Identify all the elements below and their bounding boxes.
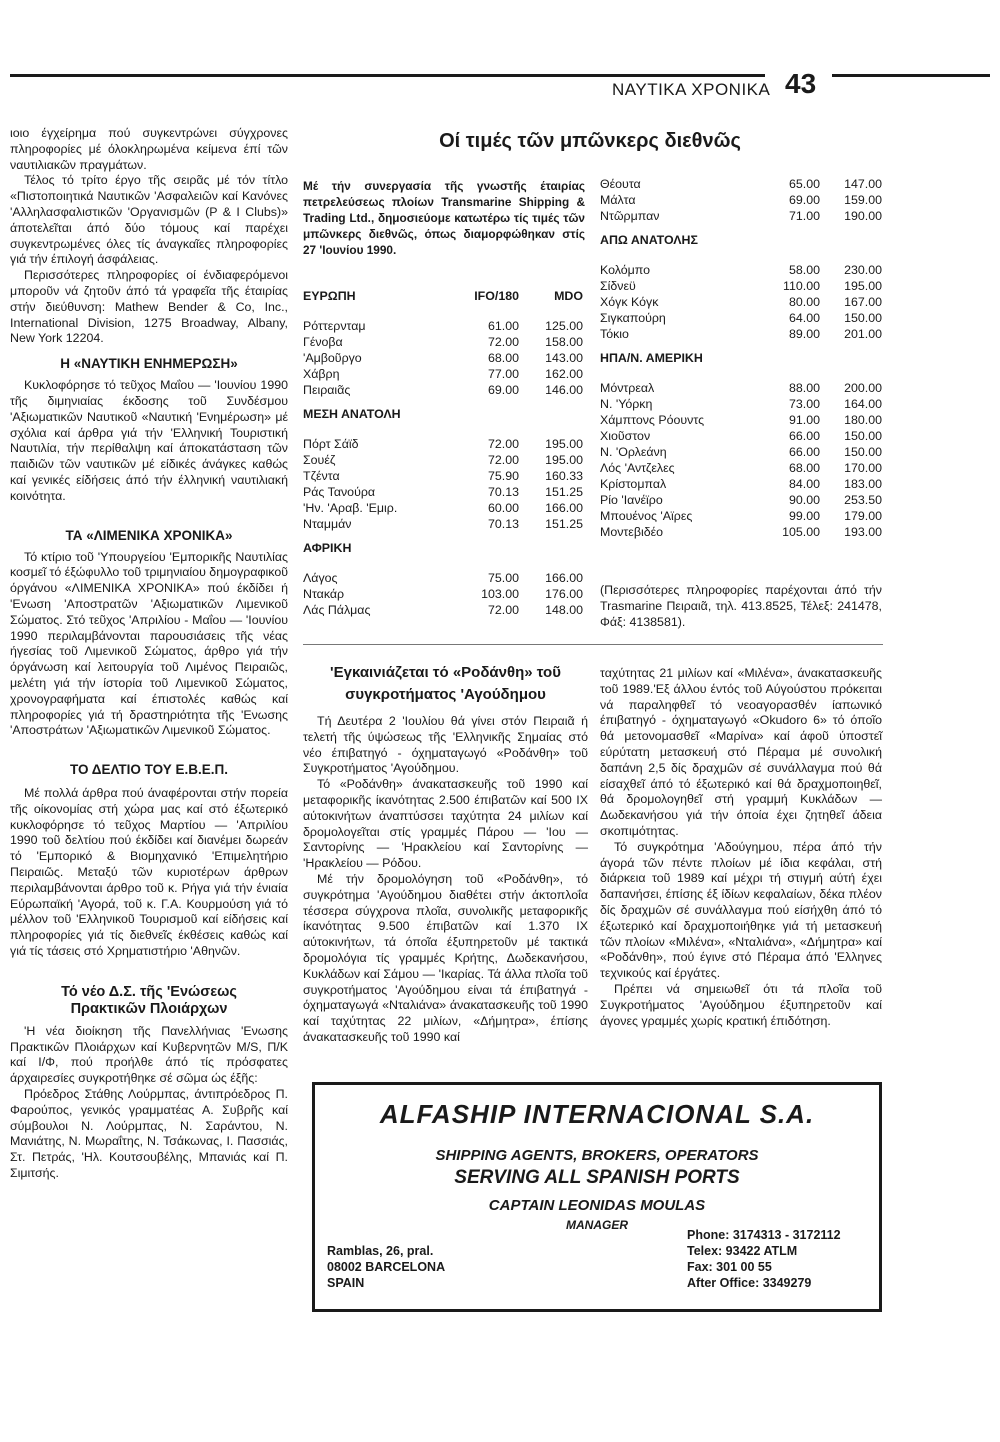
section-text: Μέ πολλά άρθρα πού άναφέρονται στήν πορεία τῆς οίκονομίας στή χώρα μας καί στό έξωτερικό κυκλοφόρησε τό τεῦχος Μαρτίου — 'Απριλίου 1990 τοῦ δελτίου πού έκδίδει καί διανέμει δωρεάν τό 'Εμπορικό & Βιομηχανικό 'Επιμελητήριο Πειραιῶς. Μεταξύ τῶν κυριοτέρων άρθρων περιλαμβάνονται άρθρο τοῦ κ. Ρήγα γιά τήν ένιαία Εύρωπαϊκή 'Αγορά, τοῦ κ. Γ.Α. Κουρμούση γιά τό μέλλον τοῦ 'Ελληνικοῦ Τουρισμοῦ καί είδήσεις καί πληροφορίες γιά τίς διεθνεῖς έκθέσεις καθώς καί γιά τίς τάσεις στό Χρηματιστήριο 'Αθηνῶν. xyxy=(10,786,288,959)
ifo-price: 99.00 xyxy=(788,509,820,523)
port-name: Πειραιᾶς xyxy=(303,383,351,397)
table-row xyxy=(600,310,882,326)
ifo-price: 72.00 xyxy=(487,335,519,349)
ifo-price: 58.00 xyxy=(788,263,820,277)
mdo-price: 201.00 xyxy=(844,327,882,341)
mdo-price: 167.00 xyxy=(844,295,882,309)
article-text: Τό συγκρότημα 'Αδούγημου, πέρα άπό τήν άγορά τῶν πέντε πλοίων μέ ίδια κεφάλαι, στή διάρκεια τοῦ 1989 καί μέχρι τή στιγμή αύτή έχει δαπανήσει, έπίσης έξ ίδίων κεφαλαίων, δέκα πλέον δίς δραχμῶν σέ συνάλλαγμα πού είσήχθη άπό τό έξωτερικό καί δραχμοποιήθηκε γιά τή μετασκευή τῶν πλοίων «Μιλένα», «Νταλιάνα», «Δήμητρα» καί «Ροδάνθη», πού έγινε στό Πέραμα άπό 'Ελληνες τεχνικούς καί έργάτες. xyxy=(600,839,882,981)
table-row xyxy=(600,176,882,192)
ad-telex: Telex: 93422 ATLM xyxy=(687,1244,798,1258)
mdo-price: 180.00 xyxy=(844,413,882,427)
port-name: Λός 'Αντζελες xyxy=(600,461,675,475)
section-text: Πρόεδρος Στάθης Λούρμπας, άντιπρόεδρος Π. Φαρούπος, γενικός γραμματέας Α. Συβρῆς καί σύμβουλοι Ν. Λούρμπας, Ν. Σαράντου, Ν. Μανιάτης, Ν. Μωραΐτης, Ν. Τσάκωνας, Ι. Πασσιάς, Στ. Πετράς, 'Ηλ. Κουτσουβέλης, Μπανιάς καί Π. Σιμιτσής. xyxy=(10,1087,288,1181)
bunker-intro: Μέ τήν συνεργασία τῆς γνωστῆς έταιρίας πετρελεύσεως πλοίων Transmarine Shipping & Trading Ltd., δημοσιεύομε κατωτέρω τίς τιμές τῶν μπῶνκερς διεθνῶς, όπως διαμορφώθηκαν στίς 27 'Ιουνίου 1990. xyxy=(303,179,585,257)
table-row xyxy=(303,436,583,452)
article-text: Τή Δευτέρα 2 'Ιουλίου θά γίνει στόν Πειραιᾶ ή τελετή τῆς ύψώσεως τῆς 'Ελληνικῆς Σημαίας στό νέο έπιβατηγό - όχηματαγωγό «Ροδάνθη» τοῦ Συγκροτήματος 'Αγούδημου. xyxy=(303,714,588,776)
table-row xyxy=(303,602,583,618)
ifo-price: 75.90 xyxy=(487,469,519,483)
header-rule-left xyxy=(10,74,765,77)
ifo-price: 68.00 xyxy=(788,461,820,475)
ifo-price: 105.00 xyxy=(782,525,820,539)
table-row xyxy=(600,508,882,524)
region-row xyxy=(600,350,882,366)
table-row xyxy=(303,366,583,382)
mdo-price: 166.00 xyxy=(545,501,583,515)
table-row xyxy=(303,350,583,366)
port-name: Ρόττερνταμ xyxy=(303,319,366,333)
ifo-price: 71.00 xyxy=(788,209,820,223)
ifo-price: 84.00 xyxy=(788,477,820,491)
ifo-price: 72.00 xyxy=(487,603,519,617)
mdo-price: 147.00 xyxy=(844,177,882,191)
bunker-title: Οί τιμές τῶν μπῶνκερς διεθνῶς xyxy=(439,130,741,152)
region-label: ΑΠΩ ΑΝΑΤΟΛΗΣ xyxy=(600,233,698,247)
ad-phone: Phone: 3174313 - 3172112 xyxy=(687,1228,841,1242)
ifo-price: 73.00 xyxy=(788,397,820,411)
table-header-row xyxy=(303,288,583,304)
table-row xyxy=(303,484,583,500)
mdo-price: 200.00 xyxy=(844,381,882,395)
bunker-footnote: (Περισσότερες πληροφορίες παρέχονται άπό τήν Trasmarine Πειραιᾶ, τηλ. 413.8525, Τέλεξ: 241478, Φάξ: 4138581). xyxy=(600,583,882,629)
ad-contact-name: CAPTAIN LEONIDAS MOULAS xyxy=(488,1197,706,1214)
port-name: Τζέντα xyxy=(303,469,340,483)
table-row xyxy=(600,294,882,310)
ifo-price: 77.00 xyxy=(487,367,519,381)
port-name: Νταμμάν xyxy=(303,517,352,531)
port-name: Μόντρεαλ xyxy=(600,381,655,395)
port-name: Κολόμπο xyxy=(600,263,651,277)
port-name: Θέουτα xyxy=(600,177,641,191)
port-name: Σίδνεϋ xyxy=(600,279,636,293)
ad-fax: Fax: 301 00 55 xyxy=(687,1260,772,1274)
mdo-price: 143.00 xyxy=(545,351,583,365)
port-name: Χάμπτονς Ρόουντς xyxy=(600,413,705,427)
port-name: Γένοβα xyxy=(303,335,343,349)
table-row xyxy=(600,492,882,508)
port-name: Μπουένος 'Αϊρες xyxy=(600,509,693,523)
mdo-price: 166.00 xyxy=(545,571,583,585)
mdo-price: 146.00 xyxy=(545,383,583,397)
port-name: Ν. 'Υόρκη xyxy=(600,397,653,411)
table-row xyxy=(600,262,882,278)
ifo-price: 80.00 xyxy=(788,295,820,309)
intro-paragraph: Περισσότερες πληροφορίες οί ένδιαφερόμενοι μποροῦν νά ζητοῦν άπό τά γραφεῖα τῆς έταιρίας στήν διεύθυνση: Mathew Bender & Co, Inc., International Division, 1275 Broadway, Albany, New York 12204. xyxy=(10,268,288,346)
table-row xyxy=(600,412,882,428)
section-divider xyxy=(303,644,883,645)
port-name: Μάλτα xyxy=(600,193,636,207)
ifo-price: 90.00 xyxy=(788,493,820,507)
price-table-right xyxy=(600,176,882,540)
header-rule-right xyxy=(832,74,990,77)
port-name: Ρίο 'Ιανέϊρο xyxy=(600,493,663,507)
table-row xyxy=(600,208,882,224)
ifo-price: 66.00 xyxy=(788,445,820,459)
ifo-price: 75.00 xyxy=(487,571,519,585)
ifo-price: 61.00 xyxy=(487,319,519,333)
port-name: Χιοῦστον xyxy=(600,429,651,443)
port-name: Ντακάρ xyxy=(303,587,345,601)
table-row xyxy=(600,428,882,444)
table-row xyxy=(600,380,882,396)
mdo-price: 195.00 xyxy=(545,453,583,467)
ad-address xyxy=(327,1243,445,1291)
table-row xyxy=(303,570,583,586)
mdo-price: 162.00 xyxy=(545,367,583,381)
ifo-price: 65.00 xyxy=(788,177,820,191)
table-row xyxy=(303,468,583,484)
mdo-price: 170.00 xyxy=(844,461,882,475)
mdo-price: 148.00 xyxy=(545,603,583,617)
region-row xyxy=(600,232,882,248)
mdo-price: 179.00 xyxy=(844,509,882,523)
table-row xyxy=(303,334,583,350)
ad-address-line: 08002 BARCELONA xyxy=(327,1260,446,1274)
publication-title: ΝΑΥΤΙΚΑ ΧΡΟΝΙΚΑ xyxy=(612,80,771,99)
section-text: Τό κτίριο τοῦ 'Υπουργείου 'Εμπορικῆς Ναυτιλίας κοσμεῖ τό έξώφυλλο τοῦ τριμηνιαίου δημογραφικοῦ όργάνου «ΛΙΜΕΝΙΚΑ ΧΡΟΝΙΚΑ» πού έκδίδει ή 'Ενωση 'Αποστρατῶν 'Αξιωματικῶν Λιμενικοῦ Σώματος. Στό τεῦχος 'Απριλίου - Μαΐου — 'Ιουνίου 1990 περιλαμβάνονται παρουσιάσεις τῆς νέας ήγεσίας τοῦ Λιμενικοῦ Σώματος, άρθρο γιά τήν όργάνωση καί λειτουργία τοῦ Λιμένος Πειραιῶς, μελέτη γιά τήν ίστορία τοῦ Λιμενικοῦ Σώματος, χρονογραφήματα καί έπιστολές καθώς καί πληροφορίες γιά τή δραστηριότητα τῆς 'Ενωσης 'Αποστράτων 'Αξιωματικῶν Λιμενικοῦ Σώματος. xyxy=(10,549,289,738)
table-row xyxy=(600,192,882,208)
mdo-price: 160.33 xyxy=(545,469,583,483)
ifo-price: 69.00 xyxy=(487,383,519,397)
region-row xyxy=(303,406,583,422)
intro-paragraph: Τέλος τό τρίτο έργο τῆς σειρᾶς μέ τόν τίτλο «Πιστοποιητικά Ναυτικῶν 'Ασφαλειῶν καί Κανόνες 'Αλληλασφαλιστικῶν 'Οργανισμῶν (P & I Clubs)» άποτελεῖται άπό δύο τόμους καί παρέχει συγκεντρωμένες όλες τίς άναγκαῖες πληροφορίες γιά τήν έπιλογή άσφάλειας. xyxy=(10,173,288,267)
port-name: Τόκιο xyxy=(600,327,629,341)
ifo-price: 72.00 xyxy=(487,437,519,451)
mdo-price: 195.00 xyxy=(844,279,882,293)
article-text: Πρέπει νά σημειωθεῖ ότι τά πλοῖα τοῦ Συγκροτήματος 'Αγούδημου έξυπηρετοῦν καί άγονες γραμμές χωρίς κρατική έπιδότηση. xyxy=(600,981,882,1028)
mdo-price: 190.00 xyxy=(844,209,882,223)
port-name: Κρίστομπαλ xyxy=(600,477,667,491)
ifo-price: 88.00 xyxy=(788,381,820,395)
ifo-price: 66.00 xyxy=(788,429,820,443)
region-label: ΜΕΣΗ ΑΝΑΤΟΛΗ xyxy=(303,407,401,421)
port-name: Λάγος xyxy=(303,571,338,585)
column-header-mdo: MDO xyxy=(554,289,583,303)
port-name: Χάβρη xyxy=(303,367,340,381)
region-label: ΗΠΑ/Ν. ΑΜΕΡΙΚΗ xyxy=(600,351,703,365)
table-row xyxy=(600,326,882,342)
table-row xyxy=(303,382,583,398)
mdo-price: 164.00 xyxy=(844,397,882,411)
ad-after-office: After Office: 3349279 xyxy=(687,1276,812,1290)
port-name: Μοντεβιδέο xyxy=(600,525,664,539)
ifo-price: 89.00 xyxy=(788,327,820,341)
ifo-price: 91.00 xyxy=(788,413,820,427)
ad-company-name: ALFASHIP INTERNACIONAL S.A. xyxy=(379,1099,815,1129)
table-row xyxy=(600,278,882,294)
mdo-price: 150.00 xyxy=(844,429,882,443)
table-row xyxy=(303,452,583,468)
rodanthi-title-line2: συγκροτήματος 'Αγούδημου xyxy=(345,686,546,703)
section-heading: ΤΑ «ΛΙΜΕΝΙΚΑ ΧΡΟΝΙΚΑ» xyxy=(65,527,233,543)
port-name: 'Αμβοῦργο xyxy=(303,351,362,365)
rodanthi-left-column xyxy=(303,714,588,1046)
mdo-price: 151.25 xyxy=(545,517,583,531)
column-header-ifo: IFO/180 xyxy=(474,289,519,303)
mdo-price: 159.00 xyxy=(844,193,882,207)
mdo-price: 150.00 xyxy=(844,445,882,459)
port-name: Ν. 'Ορλεάνη xyxy=(600,445,667,459)
ifo-price: 72.00 xyxy=(487,453,519,467)
rodanthi-right-column xyxy=(600,666,882,1029)
section-heading: Πρακτικῶν Πλοιάρχων xyxy=(70,1000,228,1017)
ifo-price: 68.00 xyxy=(487,351,519,365)
table-row xyxy=(600,476,882,492)
table-row xyxy=(303,500,583,516)
port-name: Χόγκ Κόγκ xyxy=(600,295,659,309)
port-name: 'Ην. 'Αραβ. 'Εμιρ. xyxy=(303,501,398,515)
ifo-price: 60.00 xyxy=(487,501,519,515)
table-row xyxy=(303,516,583,532)
port-name: Σουέζ xyxy=(303,453,336,467)
ifo-price: 103.00 xyxy=(481,587,519,601)
region-label: ΑΦΡΙΚΗ xyxy=(303,541,352,555)
mdo-price: 176.00 xyxy=(545,587,583,601)
mdo-price: 253.50 xyxy=(844,493,882,507)
table-row xyxy=(600,396,882,412)
mdo-price: 183.00 xyxy=(844,477,882,491)
ifo-price: 70.13 xyxy=(487,517,519,531)
article-text: ταχύτητας 21 μιλίων καί «Μιλένα», άνακατασκευῆς τοῦ 1989.'Εξ άλλου έντός τοῦ Αύγούστου πρόκειται νά παραληφθεῖ τό νεοαγορασθέν ίαπωνικό έπιβατηγό - όχηματαγωγό «Okudoro 6» τό όποῖο θά μετονομασθεῖ «Μαρίνα» καί άφοῦ ύποστεῖ εύρύτατη μετασκευή στό Πέραμα μέ συνολική δαπάνη 2,5 δίς δραχμῶν σέ συνάλλαγμα πού θά είσαχθεῖ άπό τό έξωτερικό καί θά δραχμοποιηθεῖ, θά δρομολογηθεῖ στή γραμμή Κυκλάδων — Δωδεκανήσου γιά τήν όποία έχει ζητηθεῖ άδεια σκοπιμότητας. xyxy=(600,666,882,838)
table-row xyxy=(303,318,583,334)
ad-tagline: SERVING ALL SPANISH PORTS xyxy=(454,1167,740,1188)
mdo-price: 150.00 xyxy=(844,311,882,325)
region-label: ΕΥΡΩΠΗ xyxy=(303,289,356,303)
region-row xyxy=(303,540,583,556)
mdo-price: 158.00 xyxy=(545,335,583,349)
ad-address-line: Ramblas, 26, pral. xyxy=(327,1244,434,1258)
mdo-price: 195.00 xyxy=(545,437,583,451)
port-name: Λάς Πάλμας xyxy=(303,603,371,617)
advertisement-box xyxy=(312,1082,882,1312)
section-text: 'Η νέα διοίκηση τῆς Πανελλήνιας 'Ενωσης Πρακτικῶν Πλοιάρχων καί Κυβερνητῶν M/S, Π/Κ καί Ι/Φ, πού προήλθε άπό τίς πρόσφατες άρχαιρεσίες συγκροτήθηκε σέ σῶμα ώς έξῆς: xyxy=(10,1023,288,1086)
left-column xyxy=(10,126,288,1182)
page-header xyxy=(0,60,1000,110)
ifo-price: 70.13 xyxy=(487,485,519,499)
ad-contact-title: MANAGER xyxy=(566,1218,628,1232)
table-row xyxy=(600,460,882,476)
article-text: Τό «Ροδάνθη» άνακατασκευῆς τοῦ 1990 καί μεταφορικῆς ίκανότητας 2.500 έπιβατῶν καί 500 ΙΧ αύτοκινήτων άναπτύσσει ταχύτητα 24 μιλίων καί δρομολογεῖται στίς γραμμές Πάρου — 'Ιου — Σαντορίνης — 'Ηρακλείου καί Σαντορίνης — 'Ηρακλείου — Ρόδου. xyxy=(303,777,588,871)
section-heading: ΤΟ ΔΕΛΤΙΟ ΤΟΥ Ε.Β.Ε.Π. xyxy=(70,762,228,778)
port-name: Πόρτ Σάϊδ xyxy=(303,437,359,451)
section-text: Κυκλοφόρησε τό τεῦχος Μαΐου — 'Ιουνίου 1990 τῆς διμηνιαίας έκδοσης τοῦ Συνδέσμου 'Αξιωματικῶν Ναυτικοῦ «Ναυτική 'Ενημέρωση» μέ σχόλια καί άρθρα γιά τήν 'Ελληνική Τουριστική Ναυτιλία, τήν περίθαλψη καί άποκατάσταση τῶν παιδιῶν τῶν ναυτικῶν μέ είδικές άνάγκες καθώς καί γενικές είδήσεις άπό τήν έλληνική ναυτιλιακή κοινότητα. xyxy=(10,378,288,503)
ad-tagline: SHIPPING AGENTS, BROKERS, OPERATORS xyxy=(435,1147,759,1164)
table-row xyxy=(303,586,583,602)
section-heading: Τό νέο Δ.Σ. τῆς 'Ενώσεως xyxy=(61,983,237,1000)
article-text: Μέ τήν δρομολόγηση τοῦ «Ροδάνθη», τό συγκρότημα 'Αγούδημου διαθέτει στήν άκτοπλοΐα τέσσερα σύγχρονα πλοῖα, συνολικῆς μεταφορικῆς ίκανότητας 9.500 έπιβατῶν καί 1.370 ΙΧ αύτοκινήτων, τά όποῖα έξυπηρετοῦν μέ τακτικά δρομολόγια τίς γραμμές Κρήτης, Δωδεκανήσου, Κυκλάδων καί Σάμου — 'Ικαρίας. Τά άλλα πλοῖα τοῦ συγκροτήματος 'Αγούδημου είναι τά έπιβατηγά - όχηματαγωγά «Νταλιάνα» άνακατασκευῆς τοῦ 1990 καί ταχύτητας 22 μιλίων, «Δήμητρα», έπίσης άνακατασκευῆς τοῦ 1990 καί xyxy=(303,871,588,1044)
ifo-price: 110.00 xyxy=(783,279,820,293)
price-table-left xyxy=(303,288,583,618)
rodanthi-title-line1: 'Εγκαινιάζεται τό «Ροδάνθη» τοῦ xyxy=(330,664,561,681)
table-row xyxy=(600,444,882,460)
section-heading: Η «ΝΑΥΤΙΚΗ ΕΝΗΜΕΡΩΣΗ» xyxy=(60,356,238,372)
ad-address-line: SPAIN xyxy=(327,1276,365,1290)
mdo-price: 230.00 xyxy=(844,263,882,277)
port-name: Ντῶρμπαν xyxy=(600,209,660,223)
mdo-price: 125.00 xyxy=(545,319,583,333)
mdo-price: 151.25 xyxy=(545,485,583,499)
ifo-price: 69.00 xyxy=(788,193,820,207)
mdo-price: 193.00 xyxy=(844,525,882,539)
ad-phones xyxy=(687,1227,841,1291)
page-number: 43 xyxy=(785,68,817,99)
intro-paragraph: ιοιο έγχείρημα πού συγκεντρώνει σύγχρονες πληροφορίες μέ όλοκληρωμένα κείμενα έπί τῶν ναυτιλιακῶν πραγμάτων. xyxy=(10,126,288,172)
table-row xyxy=(600,524,882,540)
port-name: Σιγκαπούρη xyxy=(600,311,666,325)
ifo-price: 64.00 xyxy=(788,311,820,325)
port-name: Ράς Τανούρα xyxy=(303,485,376,499)
